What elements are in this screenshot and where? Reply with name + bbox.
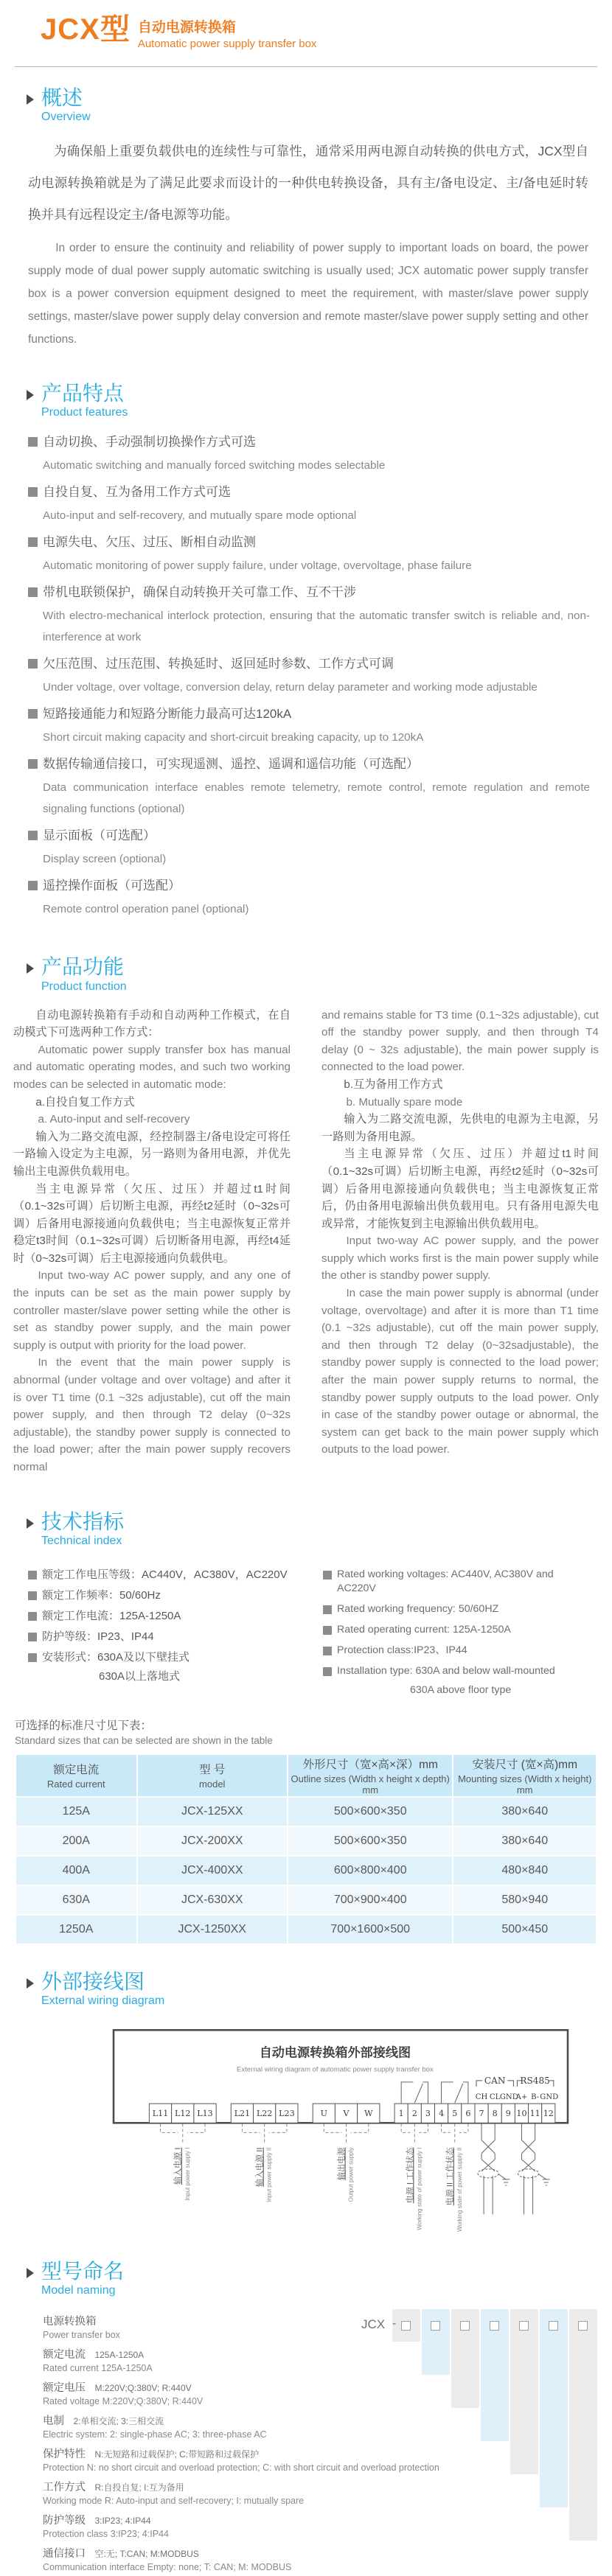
technical-item — [323, 1568, 588, 1596]
product-title-en: Automatic power supply transfer box — [137, 38, 317, 50]
section-function-heading — [27, 955, 612, 993]
technical-item — [323, 1623, 588, 1637]
sizes-table — [15, 1753, 597, 1945]
group-label-cn: 电源 I 工作状态 — [406, 2147, 415, 2204]
feature-text-cn: 数据传输通信接口，可实现遥测、遥控、遥调和遥信功能（可选配） — [43, 757, 419, 772]
function-column-left — [13, 1007, 291, 1476]
function-columns — [13, 1007, 599, 1476]
bullet-square-icon — [28, 1633, 37, 1641]
bullet-square-icon — [28, 1653, 37, 1662]
header-en: Mounting sizes (Width x height) mm — [458, 1773, 592, 1795]
function-paragraph: In case the main power supply is abnormal (under voltage, overvoltage) and after it is more than T1 time (0.1 ~32s adjustable), cut off the main power supply, and then through T2 delay (0~32sadjustable), the standby power supply is connected to the load power; after the main power supply returns to normal, the standby power supply outputs to the load power. Only in case of the standby power outage or abnormal, the system can get back to the main power supply which outputs to the load power. — [321, 1287, 599, 1456]
function-paragraph: a. Auto-input and self-recovery — [38, 1113, 190, 1126]
terminal-number: 4 — [439, 2109, 445, 2119]
technical-heading-cn: 技术指标 — [41, 1509, 125, 1533]
feature-text-en: Automatic switching and manually forced switching modes selectable — [43, 459, 386, 472]
cell-outline-size: 600×800×400 — [288, 1856, 453, 1885]
naming-row — [15, 2342, 599, 2376]
header-cn: 型 号 — [199, 1764, 226, 1777]
technical-item-extra: 630A以上落地式 — [99, 1669, 181, 1683]
header-en: model — [199, 1779, 226, 1790]
naming-label-en: Power transfer box — [43, 2330, 120, 2341]
model-prefix: JCX — [361, 2317, 386, 2332]
cell-outline-size: 500×600×350 — [288, 1826, 453, 1856]
header-en: Outline sizes (Width x height x depth) mm — [291, 1773, 450, 1795]
cell-rated-current: 200A — [15, 1826, 137, 1856]
cell-outline-size: 700×900×400 — [288, 1885, 453, 1915]
section-marker-icon — [27, 2268, 34, 2278]
function-column-right — [321, 1007, 599, 1476]
bullet-square-icon — [28, 709, 38, 719]
feature-item — [28, 583, 590, 648]
group-label-en: Working state of power supply I — [416, 2147, 423, 2230]
model-code-box — [460, 2321, 470, 2331]
function-paragraph: a.自投自复工作方式 — [35, 1095, 135, 1109]
bullet-square-icon — [28, 587, 38, 597]
terminal-number: 8 — [492, 2109, 498, 2119]
naming-desc-cn: 空:无; T:CAN; M:MODBUS — [94, 2549, 199, 2560]
model-code-box — [578, 2321, 588, 2331]
cell-rated-current: 125A — [15, 1797, 137, 1826]
function-heading-en: Product function — [41, 980, 127, 993]
technical-item-text: Protection class:IP23、IP44 — [337, 1644, 467, 1656]
bullet-square-icon — [28, 1571, 37, 1580]
pin-label: A+ — [515, 2093, 528, 2102]
technical-item-text: Rated operating current: 125A-1250A — [337, 1623, 511, 1636]
terminal-number: 2 — [411, 2109, 417, 2119]
bullet-square-icon — [28, 487, 38, 497]
naming-label-en: Protection class 3:IP23; 4:IP44 — [43, 2529, 169, 2540]
model-code-box — [549, 2321, 558, 2331]
cell-model: JCX-125XX — [137, 1797, 288, 1826]
terminal-number: 12 — [543, 2109, 554, 2119]
cell-outline-size: 500×600×350 — [288, 1797, 453, 1826]
twisted-pair-icon — [478, 2123, 550, 2214]
pin-label: GND — [499, 2093, 518, 2102]
terminal-number: 5 — [452, 2109, 458, 2119]
group-label-cn: 输入电源 II — [255, 2147, 265, 2188]
feature-text-en: Auto-input and self-recovery, and mutually spare mode optional — [43, 509, 357, 523]
naming-label-cn: 额定电流 — [43, 2349, 86, 2362]
cell-model: JCX-630XX — [137, 1885, 288, 1915]
terminal-label: L23 — [279, 2109, 295, 2119]
terminal-label: L11 — [152, 2109, 169, 2119]
section-overview-heading — [27, 86, 612, 124]
terminal-number: 1 — [398, 2109, 404, 2119]
section-marker-icon — [27, 94, 34, 105]
page-header — [0, 0, 612, 50]
bullet-square-icon — [28, 759, 38, 769]
bullet-square-icon — [28, 831, 38, 840]
technical-item-extra: 630A above floor type — [410, 1683, 512, 1696]
bullet-square-icon — [28, 1612, 37, 1621]
feature-item — [28, 533, 590, 576]
feature-item — [28, 433, 590, 476]
technical-item — [323, 1644, 588, 1658]
wiring-heading-en: External wiring diagram — [41, 1994, 165, 2007]
function-paragraph: Input two-way AC power supply, and any one of the inputs can be set as the main power supply by controller master/slave power setting while the other is set as standby power supply, and the main power supply is output with priority for the load power. — [13, 1269, 291, 1352]
feature-item — [28, 655, 590, 698]
cell-outline-size: 700×1600×500 — [288, 1915, 453, 1944]
col-mounting-sizes — [453, 1754, 597, 1797]
terminal-label: L12 — [175, 2109, 191, 2119]
features-heading-en: Product features — [41, 406, 128, 419]
table-row — [15, 1856, 597, 1885]
technical-item-text: 额定工作频率：50/60Hz — [42, 1588, 161, 1602]
bullet-square-icon — [28, 1591, 37, 1600]
technical-item-text: 防护等级：IP23、IP44 — [42, 1630, 154, 1643]
terminal-strip — [149, 2104, 554, 2123]
col-rated-current — [15, 1754, 137, 1797]
group-label-cn: 输出电源 — [337, 2147, 347, 2180]
feature-text-cn: 电源失电、欠压、过压、断相自动监测 — [43, 535, 256, 550]
technical-item — [28, 1609, 323, 1623]
feature-text-en: Remote control operation panel (optional) — [43, 903, 249, 916]
naming-row — [15, 2541, 599, 2575]
naming-row — [15, 2508, 599, 2541]
naming-label-en: Rated voltage M:220V;Q:380V; R:440V — [43, 2396, 204, 2407]
section-marker-icon — [27, 963, 34, 974]
table-body — [15, 1797, 597, 1944]
header-en: Rated current — [46, 1779, 105, 1790]
function-paragraph: 输入为二路交流电源，经控制器主/备电设定可将任一路输入设定为主电源，另一路则为备用电源，并优先输出主电源供负载用电。 — [13, 1130, 291, 1178]
wiring-heading-cn: 外部接线图 — [41, 1969, 145, 1993]
section-wiring-heading — [27, 1970, 612, 2008]
function-paragraph: In the event that the main power supply is abnormal (under voltage and over voltage) and after it is over T1 time (0.1 ~32s adjustable), cut off the main power supply, and then through T2 delay (0~32s adjustable), the standby power supply is connected to the load power; after the main power supply recovers normal — [13, 1356, 291, 1473]
overview-heading-cn: 概述 — [41, 86, 83, 109]
naming-row — [15, 2442, 599, 2475]
header-divider — [15, 66, 597, 67]
bullet-square-icon — [323, 1667, 332, 1676]
group-brackets — [161, 2123, 468, 2143]
naming-row — [15, 2309, 599, 2342]
pin-label: CH — [475, 2093, 488, 2102]
technical-item — [323, 1664, 588, 1697]
feature-item — [28, 826, 590, 870]
technical-item — [28, 1630, 323, 1644]
feature-text-en: Short circuit making capacity and short-circuit breaking capacity, up to 120kA — [43, 731, 424, 744]
table-row — [15, 1797, 597, 1826]
bullet-square-icon — [28, 437, 38, 447]
model-dash: - — [392, 2317, 397, 2331]
technical-item — [28, 1588, 323, 1602]
cell-model: JCX-200XX — [137, 1826, 288, 1856]
technical-columns — [28, 1561, 597, 1697]
cell-mounting-size: 580×940 — [453, 1885, 597, 1915]
technical-heading-en: Technical index — [41, 1534, 122, 1547]
cell-model: JCX-1250XX — [137, 1915, 288, 1944]
technical-item-text: 额定工作电压等级：AC440V，AC380V，AC220V — [42, 1568, 288, 1581]
model-code-box — [519, 2321, 529, 2331]
feature-text-en: Display screen (optional) — [43, 853, 167, 866]
cell-rated-current: 630A — [15, 1885, 137, 1915]
naming-label-en: Rated current 125A-1250A — [43, 2363, 153, 2374]
header-cn: 外形尺寸（宽×高×深）mm — [302, 1758, 438, 1771]
naming-desc-cn: 2:单相交流; 3:三相交流 — [73, 2416, 164, 2427]
cell-mounting-size: 500×450 — [453, 1915, 597, 1944]
features-heading-cn: 产品特点 — [41, 382, 125, 405]
section-features-heading — [27, 382, 612, 419]
group-label-en: Working state of power supply II — [456, 2147, 463, 2232]
cell-rated-current: 1250A — [15, 1915, 137, 1944]
function-paragraph: Input two-way AC power supply, and the power supply which works first is the main power supply while the other is standby power supply. — [321, 1235, 599, 1282]
terminal-number: 9 — [505, 2109, 511, 2119]
naming-label-cn: 额定电压 — [43, 2382, 86, 2395]
section-technical-heading — [27, 1510, 612, 1548]
bullet-square-icon — [28, 659, 38, 669]
feature-text-cn: 带机电联锁保护，确保自动转换开关可靠工作、互不干涉 — [43, 585, 356, 600]
feature-text-cn: 欠压范围、过压范围、转换延时、返回延时参数、工作方式可调 — [43, 657, 394, 671]
section-marker-icon — [27, 390, 34, 400]
feature-item — [28, 705, 590, 748]
naming-label-cn: 通信接口 — [43, 2548, 86, 2561]
terminal-label: V — [343, 2109, 350, 2119]
terminal-number: 11 — [529, 2109, 540, 2119]
header-cn: 安装尺寸 (宽×高)mm — [472, 1758, 577, 1771]
wiring-group-labels — [173, 2147, 463, 2232]
technical-item — [28, 1650, 323, 1683]
col-model — [137, 1754, 288, 1797]
model-naming-diagram — [15, 2309, 599, 2576]
feature-text-cn: 自动切换、手动强制切换操作方式可选 — [43, 435, 256, 450]
model-code-box — [490, 2321, 499, 2331]
naming-heading-cn: 型号命名 — [41, 2259, 125, 2283]
function-heading-cn: 产品功能 — [41, 955, 125, 979]
function-paragraph: Automatic power supply transfer box has manual and automatic operating modes, and such two working modes can be selected in automatic mode: — [13, 1043, 291, 1091]
diagram-title-en: External wiring diagram of automatic power supply transfer box — [237, 2065, 434, 2074]
naming-label-en: Protection N: no short circuit and overload protection; C: with short circuit and overload protection — [43, 2462, 439, 2474]
product-title-cn: 自动电源转换箱 — [137, 20, 236, 35]
terminal-label: L21 — [234, 2109, 251, 2119]
bullet-square-icon — [28, 537, 38, 547]
group-label-cn: 电源 II 工作状态 — [445, 2147, 455, 2206]
naming-desc-cn: M:220V;Q:380V; R:440V — [94, 2383, 192, 2394]
diagram-title-cn: 自动电源转换箱外部接线图 — [259, 2045, 411, 2061]
features-list — [28, 433, 590, 920]
table-intro-cn: 可选择的标准尺寸见下表： — [15, 1719, 153, 1732]
naming-label-cn: 电制 — [43, 2415, 64, 2428]
section-marker-icon — [27, 1518, 34, 1529]
technical-item-text: Rated working frequency: 50/60HZ — [337, 1602, 499, 1615]
feature-text-en: Data communication interface enables remote telemetry, remote control, remote regulation and remote signaling functions (optional) — [43, 781, 590, 816]
cell-rated-current: 400A — [15, 1856, 137, 1885]
feature-text-cn: 短路接通能力和短路分断能力最高可达120kA — [43, 707, 292, 722]
terminal-number: 10 — [516, 2109, 527, 2119]
function-paragraph: 当主电源异常（欠压、过压）并超过t1时间（0.1~32s可调）后切断主电源，再经t2延时（0~32s可调）后备用电源接通向负载供电；当主电源恢复正常后，仍由备用电源输出供负载用电。只有备用电源失电或异常，才能恢复到主电源输出供负载用电。 — [321, 1148, 599, 1230]
table-intro-en: Standard sizes that can be selected are shown in the table — [15, 1734, 273, 1746]
model-code-box — [431, 2321, 440, 2331]
section-marker-icon — [27, 1978, 34, 1989]
naming-label-en: Working mode R: Auto-input and self-recovery; I: mutually spare — [43, 2496, 305, 2507]
technical-item-text: 安装形式：630A及以下壁挂式 — [42, 1650, 190, 1664]
naming-label-cn: 防护等级 — [43, 2515, 86, 2527]
table-header-row — [15, 1754, 597, 1797]
group-label-en: Input power supply I — [184, 2147, 191, 2201]
group-label-cn: 输入电源 I — [173, 2147, 183, 2185]
table-row — [15, 1885, 597, 1915]
technical-item-text: 额定工作电流：125A-1250A — [42, 1609, 181, 1622]
pin-label: B- — [531, 2093, 540, 2102]
section-naming-heading — [27, 2260, 612, 2297]
function-paragraph: b. Mutually spare mode — [346, 1095, 463, 1109]
group-label-en: Input power supply II — [265, 2147, 273, 2202]
feature-text-cn: 遥控操作面板（可选配） — [43, 879, 181, 893]
feature-item — [28, 755, 590, 820]
function-paragraph: b.互为备用工作方式 — [344, 1078, 443, 1091]
wiring-diagram-svg — [112, 2028, 569, 2252]
function-paragraph: 当主电源异常（欠压、过压）并超过t1时间（0.1~32s可调）后切断主电源，再经t2延时（0~32s可调）后备用电源接通向负载供电；当主电源恢复正常并稳定t3时间（0.1~32s可调）后切断备用电源，再经t4延时（0~32s可调）后主电源接通向负载供电。 — [13, 1182, 291, 1265]
naming-row — [15, 2376, 599, 2409]
naming-desc-cn: R:自投自复; I:互为备用 — [94, 2482, 184, 2493]
table-row — [15, 1915, 597, 1944]
bullet-square-icon — [28, 881, 38, 890]
naming-label-cn: 保护特性 — [43, 2448, 86, 2461]
feature-text-en: Under voltage, over voltage, conversion delay, return delay parameter and working mode adjustable — [43, 681, 538, 694]
naming-label-cn: 工作方式 — [43, 2482, 86, 2494]
naming-label-cn: 电源转换箱 — [43, 2316, 97, 2328]
technical-item-text: Rated working voltages: AC440V, AC380V and AC220V — [337, 1568, 554, 1594]
naming-label-en: Communication interface Empty: none; T: CAN; M: MODBUS — [43, 2562, 292, 2573]
relay-contact-icon — [401, 2082, 468, 2105]
feature-text-cn: 显示面板（可选配） — [43, 828, 156, 843]
naming-desc-cn: 125A-1250A — [94, 2350, 145, 2361]
bullet-square-icon — [323, 1571, 332, 1580]
wiring-diagram — [112, 2028, 569, 2255]
model-code-box — [401, 2321, 411, 2331]
naming-heading-en: Model naming — [41, 2284, 116, 2297]
overview-paragraph-cn: 为确保船上重要负载供电的连续性与可靠性，通常采用两电源自动转换的供电方式，JCX型自动电源转换箱就是为了满足此要求而设计的一种供电转换设备，具有主/备电设定、主/备电延时转换并具有远程设定主/备电源等功能。 — [28, 144, 588, 223]
technical-column-cn — [28, 1561, 323, 1697]
overview-paragraph-en: In order to ensure the continuity and reliability of power supply to important loads on board, the power supply mode of dual power supply automatic switching is usually used; JCX automatic power supply transfer box is a power conversion equipment designed to meet the requirement, with master/slave power supply settings, master/slave power supply delay conversion and remote master/slave power supply setting and other functions. — [28, 242, 588, 346]
cell-mounting-size: 380×640 — [453, 1797, 597, 1826]
header-cn: 额定电流 — [53, 1764, 100, 1777]
terminal-label: L13 — [197, 2109, 213, 2119]
feature-item — [28, 876, 590, 920]
terminal-label: U — [320, 2109, 327, 2119]
naming-row — [15, 2409, 599, 2442]
feature-text-en: With electro-mechanical interlock protection, ensuring that the automatic transfer switch is reliable and, non-interference at work — [43, 610, 590, 644]
table-row — [15, 1826, 597, 1856]
cell-model: JCX-400XX — [137, 1856, 288, 1885]
terminal-number: 6 — [465, 2109, 471, 2119]
naming-desc-cn: N:无短路和过载保护; C:带短路和过载保护 — [94, 2449, 260, 2460]
feature-item — [28, 483, 590, 526]
pin-label: GND — [540, 2093, 559, 2102]
cell-mounting-size: 380×640 — [453, 1826, 597, 1856]
feature-text-cn: 自投自复、互为备用工作方式可选 — [43, 485, 231, 500]
naming-rows — [15, 2309, 599, 2575]
pin-label: CL — [489, 2093, 501, 2102]
bullet-square-icon — [323, 1647, 332, 1655]
technical-column-en — [323, 1561, 588, 1697]
naming-row — [15, 2475, 599, 2508]
col-outline-sizes — [288, 1754, 453, 1797]
feature-text-en: Automatic monitoring of power supply failure, under voltage, overvoltage, phase failure — [43, 559, 472, 573]
terminal-label: L22 — [256, 2109, 273, 2119]
product-model: JCX型 — [41, 13, 131, 46]
technical-item — [323, 1602, 588, 1616]
naming-desc-cn: 3:IP23; 4:IP44 — [94, 2516, 151, 2527]
function-paragraph: 自动电源转换箱有手动和自动两种工作模式，在自动模式下可选两种工作方式： — [13, 1008, 291, 1039]
technical-item — [28, 1568, 323, 1582]
naming-label-en: Electric system: 2: single-phase AC; 3: three-phase AC — [43, 2429, 267, 2440]
terminal-number: 7 — [479, 2109, 484, 2119]
can-bus-label: CAN — [484, 2075, 506, 2086]
bullet-square-icon — [323, 1626, 332, 1635]
technical-item-text: Installation type: 630A and below wall-mounted — [337, 1664, 555, 1677]
function-paragraph: and remains stable for T3 time (0.1~32s adjustable), cut off the standby power supply, and then through T4 delay (0 ~ 32s adjustable), the main power supply is connected to the load power. — [321, 1008, 599, 1074]
terminal-number: 3 — [425, 2109, 431, 2119]
cell-mounting-size: 480×840 — [453, 1856, 597, 1885]
overview-heading-en: Overview — [41, 111, 91, 124]
group-label-en: Output power supply — [347, 2147, 355, 2202]
function-paragraph: 输入为二路交流电源，先供电的电源为主电源，另一路则为备用电源。 — [321, 1113, 599, 1143]
rs485-bus-label: RS485 — [520, 2075, 550, 2086]
terminal-label: W — [364, 2109, 373, 2119]
bullet-square-icon — [323, 1605, 332, 1614]
